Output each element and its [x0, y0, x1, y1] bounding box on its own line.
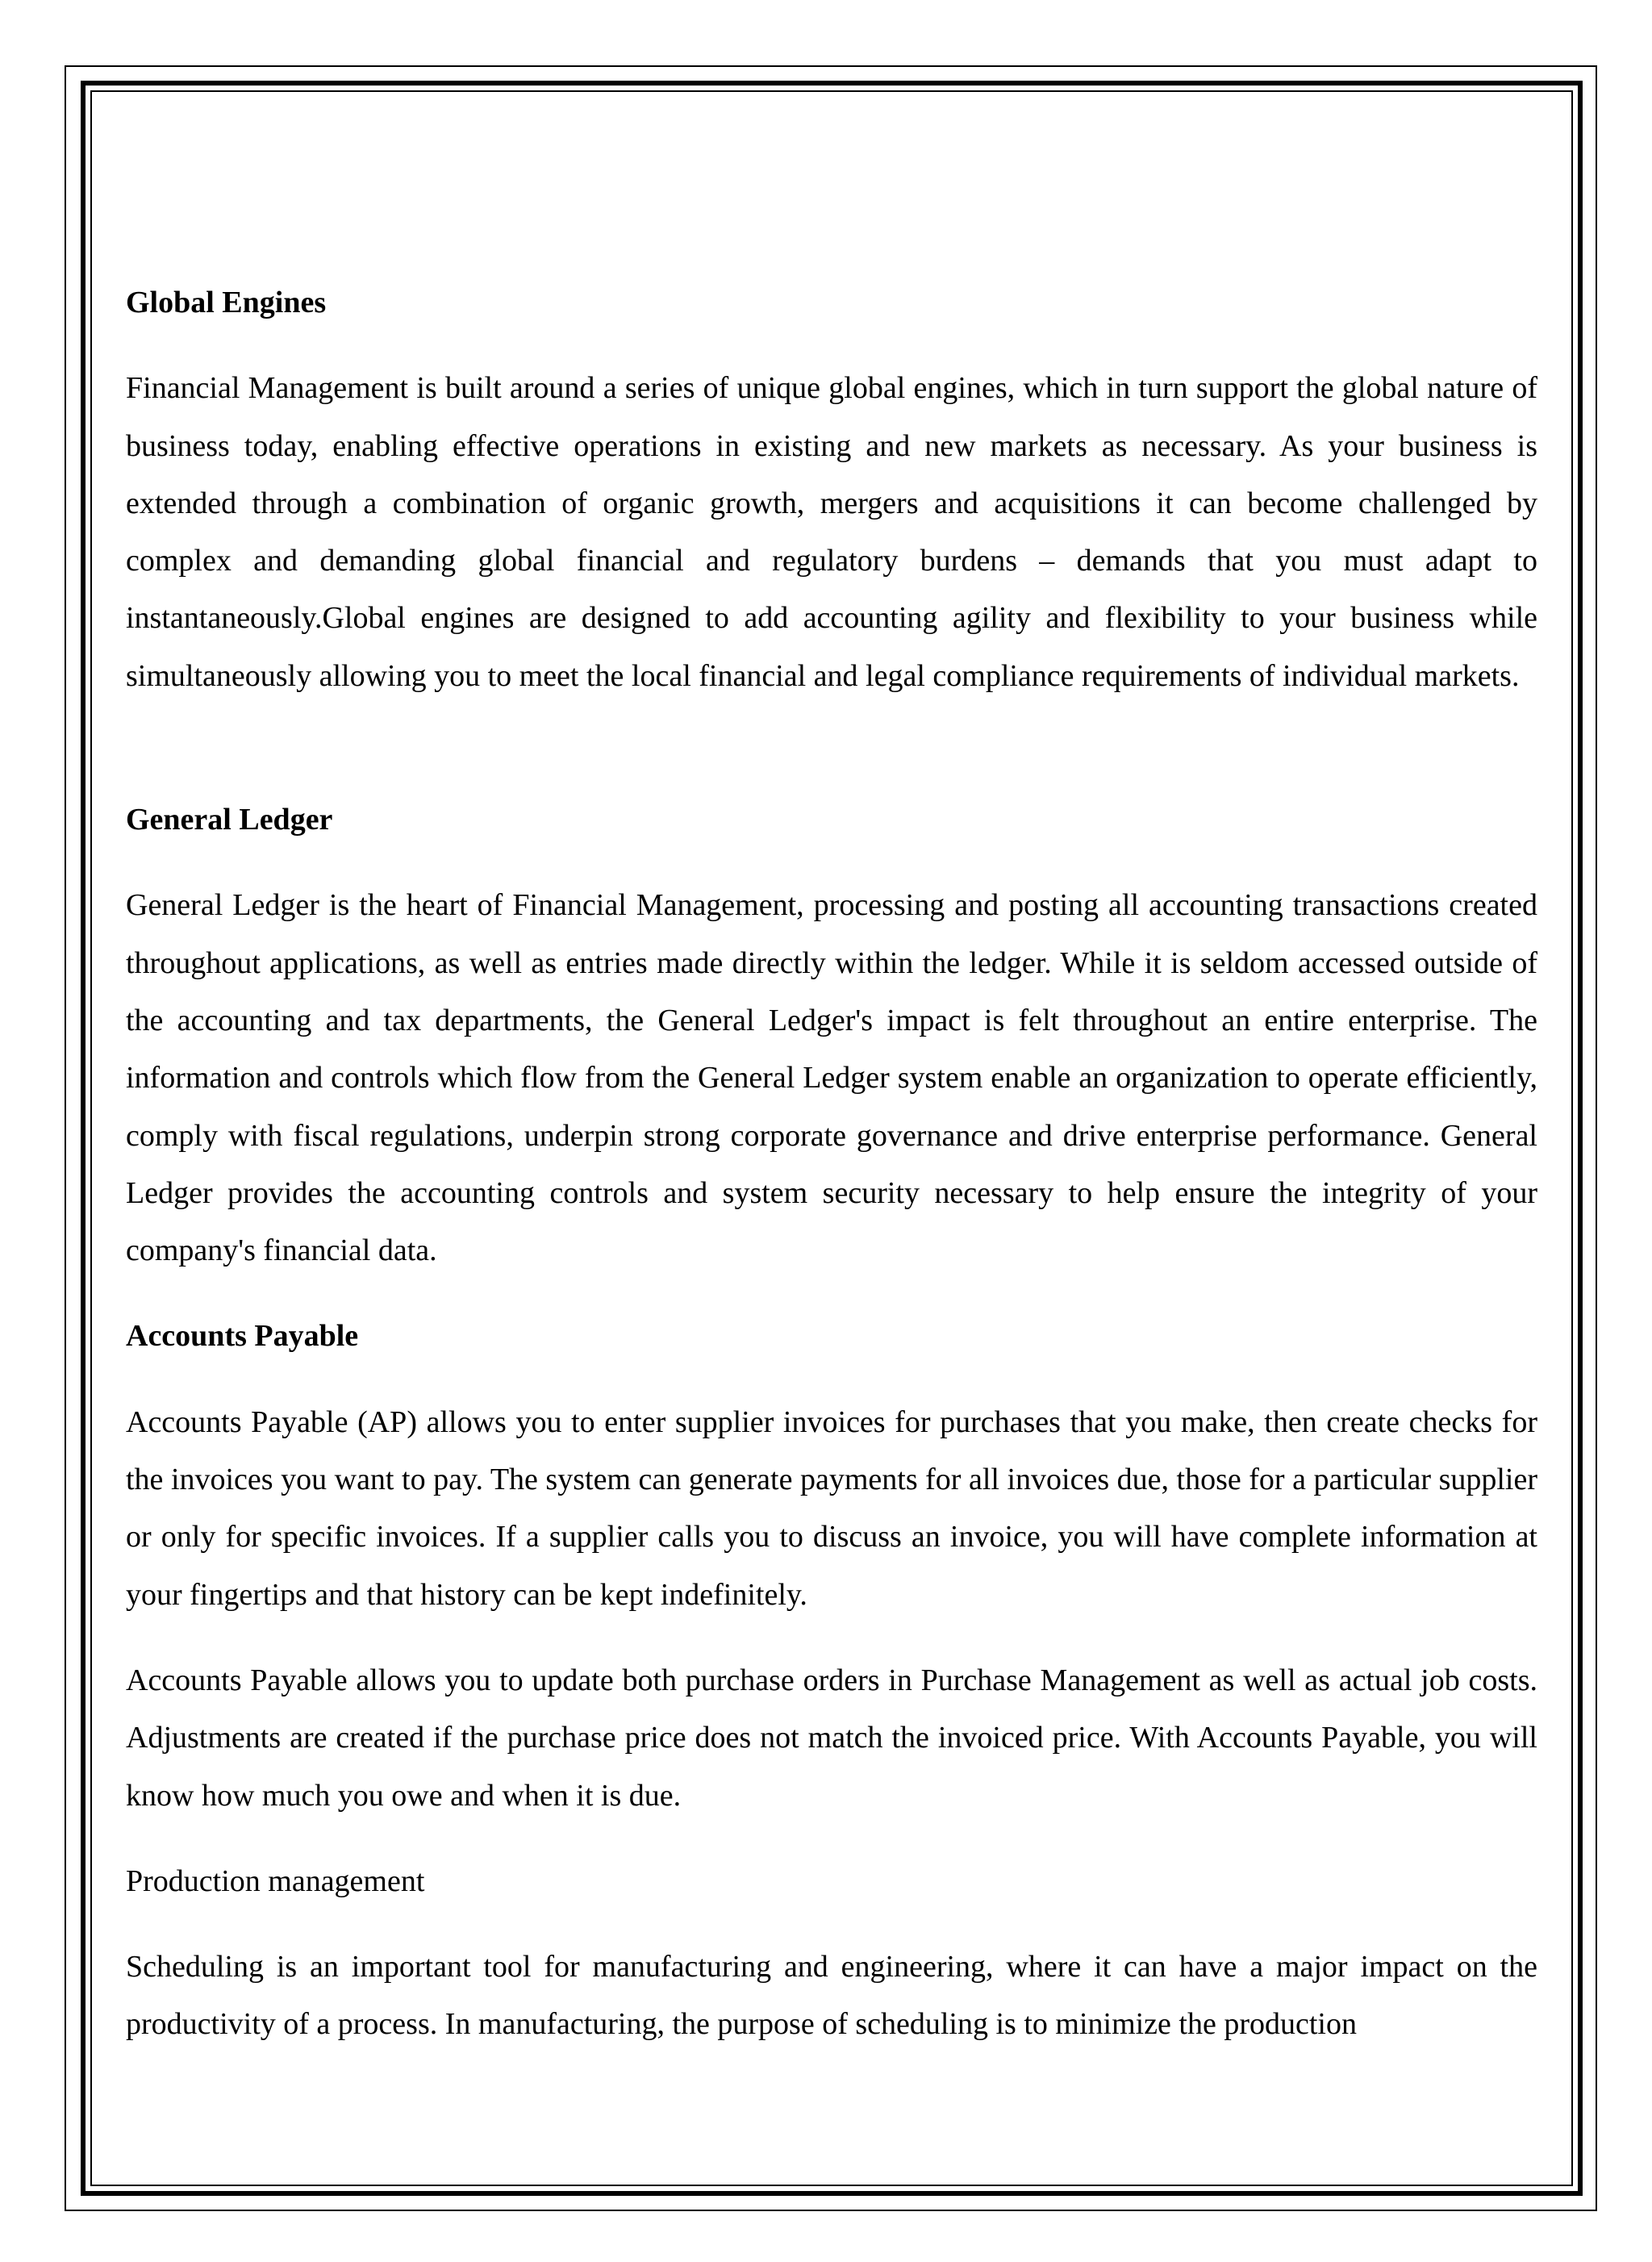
paragraph-global-engines: Financial Management is built around a series of unique global engines, which in turn support the global nature of business today, enabling effective operations in existing and new markets as necessary. As your business is extended through a combination of organic growth, mergers and acquisitions it can become challenged by complex and demanding global financial and regulatory burdens – demands that you must adapt to instantaneously.Global engines are designed to add accounting agility and flexibility to your business while simultaneously allowing you to meet the local financial and legal compliance requirements of individual markets.	[126, 371, 1537, 693]
paragraph-accounts-payable-2: Accounts Payable allows you to update both purchase orders in Purchase Management as well as actual job costs. Adjustments are created if the purchase price does not match the invoiced price. With Accounts Payable, you will know how much you owe and when it is due.	[126, 1663, 1537, 1813]
section-heading-production-management: Production management	[126, 1863, 425, 1898]
section-heading-general-ledger: General Ledger	[126, 803, 333, 837]
paragraph-production-management: Scheduling is an important tool for manufacturing and engineering, where it can have a major impact on the productivity of a process. In manufacturing, the purpose of scheduling is to minimize the production	[126, 1950, 1537, 2042]
paragraph-general-ledger: General Ledger is the heart of Financial Management, processing and posting all accounting transactions created throughout applications, as well as entries made directly within the ledger. While it is seldom accessed outside of the accounting and tax departments, the General Ledger's impact is felt throughout an entire enterprise. The information and controls which flow from the General Ledger system enable an organization to operate efficiently, comply with fiscal regulations, underpin strong corporate governance and drive enterprise performance. General Ledger provides the accounting controls and system security necessary to help ensure the integrity of your company's financial data.	[126, 888, 1537, 1268]
section-heading-accounts-payable: Accounts Payable	[126, 1319, 359, 1354]
document-body	[126, 274, 1537, 2082]
paragraph-accounts-payable-1: Accounts Payable (AP) allows you to enter supplier invoices for purchases that you make, then create checks for the invoices you want to pay. The system can generate payments for all invoices due, those for a particular supplier or only for specific invoices. If a supplier calls you to discuss an invoice, you will have complete information at your fingertips and that history can be kept indefinitely.	[126, 1404, 1537, 1612]
section-heading-global-engines: Global Engines	[126, 286, 327, 319]
